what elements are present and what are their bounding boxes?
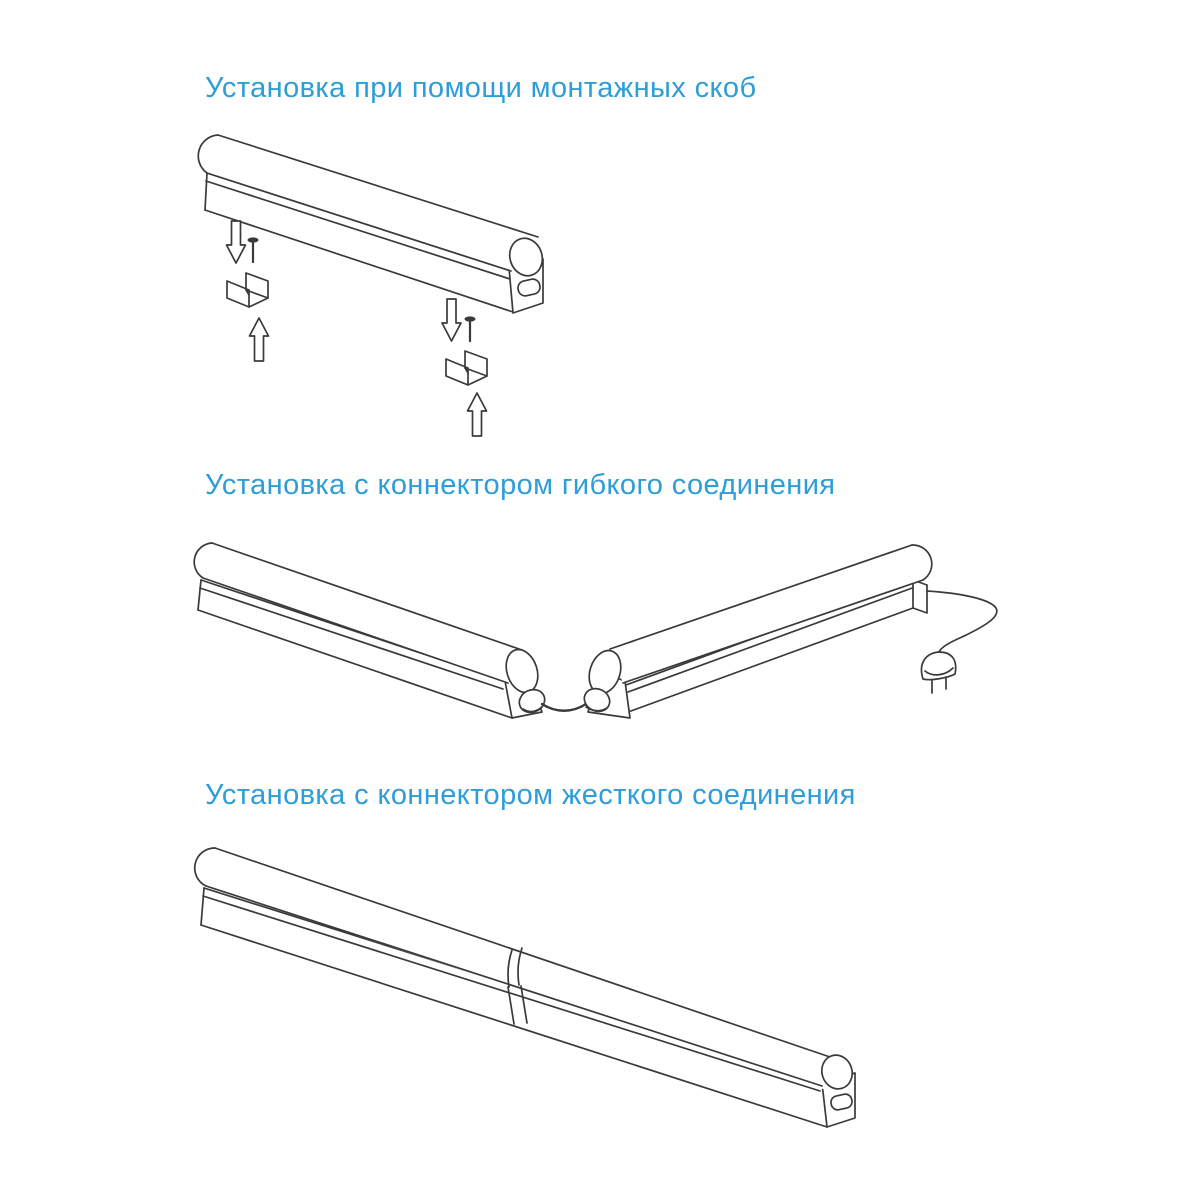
joined-luminaires — [195, 848, 857, 1127]
down-arrow-icon — [442, 299, 461, 341]
luminaire — [198, 135, 547, 313]
right-clip-set — [442, 299, 487, 436]
screw-icon — [465, 316, 476, 341]
left-clip-set — [227, 221, 269, 361]
up-arrow-icon — [250, 318, 269, 361]
power-cord — [921, 591, 996, 693]
section-heading-flexible-connector: Установка с коннектором гибкого соединения — [205, 469, 836, 501]
screw-icon — [248, 237, 259, 262]
mounting-clips-illustration — [185, 110, 605, 450]
left-luminaire — [194, 543, 548, 718]
up-arrow-icon — [468, 393, 487, 436]
mounting-clip-icon — [227, 273, 268, 307]
right-luminaire — [581, 545, 932, 718]
base-end — [913, 580, 927, 613]
flexible-cable-icon — [542, 704, 586, 711]
flexible-connector-illustration — [190, 525, 1005, 725]
rigid-connector-illustration — [190, 838, 870, 1138]
down-arrow-icon — [227, 221, 246, 263]
section-heading-rigid-connector: Установка с коннектором жесткого соединения — [205, 779, 856, 811]
section-heading-mounting-clips: Установка при помощи монтажных скоб — [205, 72, 757, 104]
mounting-clip-icon — [446, 351, 487, 385]
power-plug-icon — [921, 652, 955, 693]
